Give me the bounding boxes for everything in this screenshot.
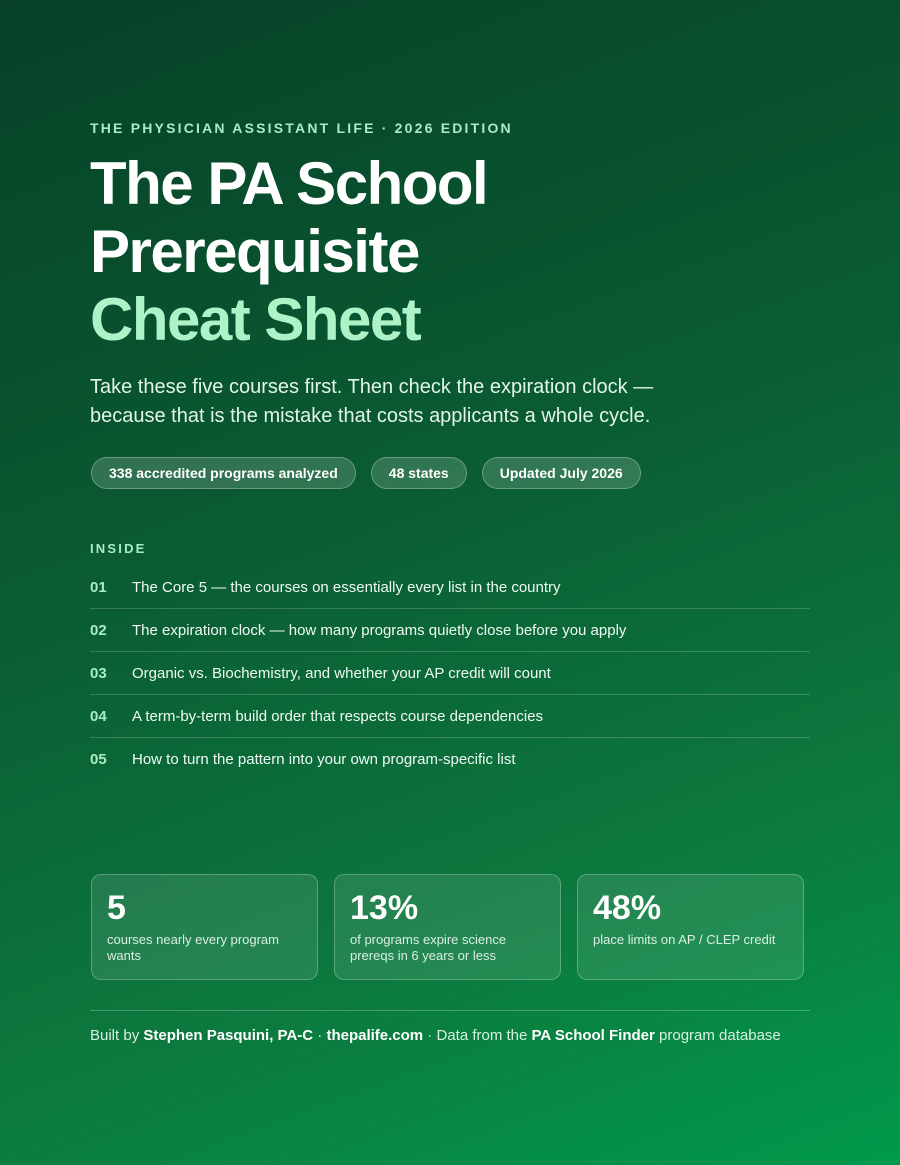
footer-site-link[interactable]: thepalife.com bbox=[326, 1027, 424, 1044]
stat-card-expiration bbox=[334, 874, 561, 980]
stat-value: 5 bbox=[107, 889, 126, 927]
pill-states: 48 states bbox=[371, 457, 467, 489]
page-title bbox=[90, 150, 487, 354]
toc-text: The expiration clock — how many programs quietly close before you apply bbox=[132, 621, 627, 639]
toc-text: How to turn the pattern into your own program-specific list bbox=[132, 750, 516, 768]
toc-item bbox=[90, 566, 810, 609]
footer-separator: · bbox=[313, 1027, 327, 1044]
footer-author: Stephen Pasquini, PA-C bbox=[143, 1027, 314, 1044]
toc-number: 03 bbox=[90, 664, 107, 682]
table-of-contents bbox=[90, 566, 810, 780]
title-line-3: Cheat Sheet bbox=[90, 286, 421, 353]
inside-heading: INSIDE bbox=[90, 541, 147, 556]
stat-card-ap-credit bbox=[577, 874, 804, 980]
toc-number: 01 bbox=[90, 578, 107, 596]
footer-source: PA School Finder bbox=[531, 1027, 655, 1044]
pill-programs: 338 accredited programs analyzed bbox=[91, 457, 356, 489]
toc-number: 02 bbox=[90, 621, 107, 639]
footer-middle: · Data from the bbox=[423, 1027, 532, 1044]
stat-label: of programs expire science prereqs in 6 years or less bbox=[350, 932, 507, 963]
toc-item bbox=[90, 695, 810, 738]
toc-number: 05 bbox=[90, 750, 107, 768]
toc-number: 04 bbox=[90, 707, 107, 725]
stat-label: courses nearly every program wants bbox=[107, 932, 279, 963]
stat-label: place limits on AP / CLEP credit bbox=[593, 932, 776, 947]
toc-text: A term-by-term build order that respects course dependencies bbox=[132, 707, 544, 725]
toc-item bbox=[90, 652, 810, 695]
toc-text: The Core 5 — the courses on essentially every list in the country bbox=[132, 578, 561, 596]
title-line-1: The PA School bbox=[90, 150, 488, 217]
title-line-2: Prerequisite bbox=[90, 218, 419, 285]
toc-item bbox=[90, 609, 810, 652]
subtitle: Take these five courses first. Then check the expiration clock — because that is the mistake that costs applicants a whole cycle. bbox=[90, 376, 654, 427]
stat-cards bbox=[91, 874, 804, 980]
footer-suffix: program database bbox=[654, 1027, 781, 1044]
footer-divider bbox=[90, 1010, 810, 1011]
footer-prefix: Built by bbox=[90, 1027, 144, 1044]
pill-updated: Updated July 2026 bbox=[482, 457, 641, 489]
stat-card-courses bbox=[91, 874, 318, 980]
eyebrow-label: THE PHYSICIAN ASSISTANT LIFE · 2026 EDITION bbox=[90, 120, 513, 136]
toc-text: Organic vs. Biochemistry, and whether your AP credit will count bbox=[132, 664, 551, 682]
stat-value: 13% bbox=[350, 889, 419, 927]
toc-item bbox=[90, 738, 810, 780]
stat-value: 48% bbox=[593, 889, 662, 927]
footer-credits bbox=[90, 1027, 781, 1044]
info-pills bbox=[91, 457, 641, 489]
